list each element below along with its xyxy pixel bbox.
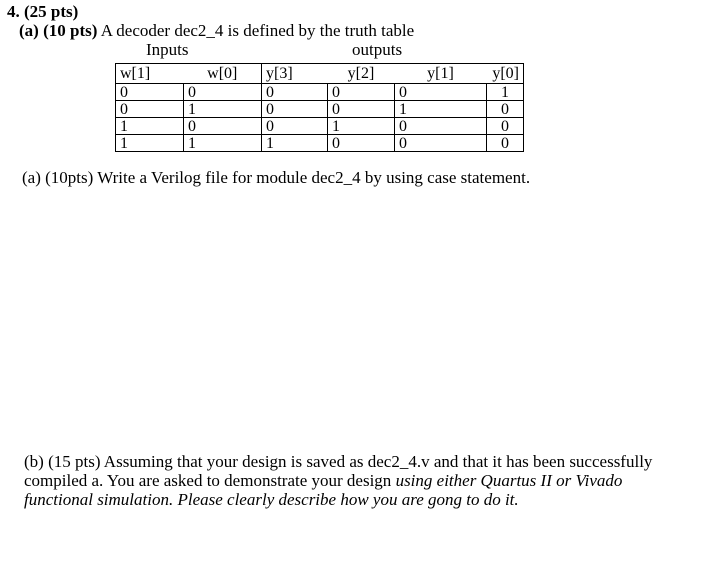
cell-w1: 1 (116, 135, 184, 152)
cell-y1: 0 (395, 84, 487, 101)
cell-y2: 0 (328, 84, 395, 101)
cell-w0: 0 (184, 84, 262, 101)
cell-w0: 1 (184, 135, 262, 152)
cell-w0: 1 (184, 101, 262, 118)
truth-table (115, 63, 524, 152)
cell-y3: 1 (262, 135, 328, 152)
cell-y0: 0 (487, 118, 524, 135)
header-y3: y[3] (262, 64, 328, 84)
table-row (116, 101, 524, 118)
cell-y1: 0 (395, 118, 487, 135)
cell-y3: 0 (262, 84, 328, 101)
outputs-group-label: outputs (352, 40, 403, 59)
part-a-text: A decoder dec2_4 is defined by the truth table (97, 21, 415, 40)
header-w1: w[1] (116, 64, 184, 84)
cell-y3: 0 (262, 101, 328, 118)
cell-y2: 0 (328, 101, 395, 118)
cell-y0: 0 (487, 101, 524, 118)
part-b-line-2-italic: using either Quartus II or Vivado (395, 471, 623, 490)
part-b-line-2-plain: compiled a. You are asked to demonstrate your design (24, 471, 396, 490)
inputs-group-label: Inputs (146, 40, 189, 59)
cell-w1: 1 (116, 118, 184, 135)
cell-w0: 0 (184, 118, 262, 135)
header-y2: y[2] (328, 64, 395, 84)
part-a-task: (a) (10pts) Write a Verilog file for module dec2_4 by using case statement. (22, 168, 531, 187)
part-b-question (24, 452, 714, 509)
part-b-line-1: (b) (15 pts) Assuming that your design is saved as dec2_4.v and that it has been successfully (24, 452, 653, 471)
cell-y0: 1 (487, 84, 524, 101)
cell-y2: 0 (328, 135, 395, 152)
table-row (116, 84, 524, 101)
cell-y0: 0 (487, 135, 524, 152)
cell-y3: 0 (262, 118, 328, 135)
part-b-line-3 (24, 490, 714, 509)
part-b-line-2 (24, 471, 714, 490)
cell-w1: 0 (116, 101, 184, 118)
header-w0: w[0] (184, 64, 262, 84)
cell-y1: 0 (395, 135, 487, 152)
cell-y1: 1 (395, 101, 487, 118)
header-y1: y[1] (395, 64, 487, 84)
question-title: 4. (25 pts) (7, 2, 79, 21)
part-b-line-3-italic: functional simulation. Please clearly describe how you are gong to do it. (24, 490, 519, 509)
cell-y2: 1 (328, 118, 395, 135)
part-a-intro (19, 21, 414, 41)
header-y0: y[0] (487, 64, 524, 84)
table-header-row (116, 64, 524, 84)
part-a-label: (a) (10 pts) (19, 21, 98, 40)
cell-w1: 0 (116, 84, 184, 101)
table-row (116, 118, 524, 135)
table-row (116, 135, 524, 152)
